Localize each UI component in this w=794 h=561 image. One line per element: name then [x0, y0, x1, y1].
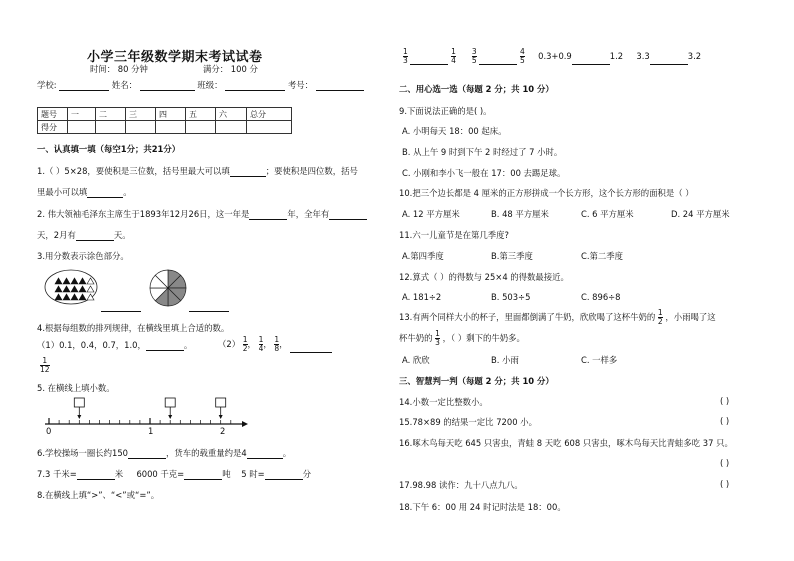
question-11: 11.六一儿童节是在第几季度? — [399, 230, 509, 240]
score-header-cell: 一 — [68, 108, 96, 121]
q13-text-a: 13.有两个同样大小的杯子，里面都倒满了牛奶，欣欣喝了这杯牛奶的 — [399, 312, 656, 322]
triangle-shape — [55, 294, 62, 300]
triangles-group — [55, 278, 94, 300]
score-cell[interactable] — [216, 121, 247, 134]
cmp-frac-1: $\frac{1}{3}$ — [403, 47, 408, 65]
q4-2-sep: ， — [247, 339, 256, 349]
class-field[interactable] — [225, 81, 285, 91]
page-title: 小学三年级数学期末考试试卷 — [87, 50, 263, 65]
cmp-frac-3: $\frac{3}{5}$ — [471, 47, 477, 65]
q2-blank-2[interactable] — [329, 210, 367, 220]
q2-text-b: 年，全年有 — [287, 209, 330, 219]
q9-option-c[interactable]: C. 小刚和李小飞一般在 17：00 去踢足球。 — [402, 168, 566, 178]
q1-text-a: 1.（ ）5×28，要使积是三位数，括号里最大可以填 — [37, 166, 230, 176]
cmp-expr-2b: 3.2 — [687, 51, 702, 61]
q2-text-c: 天，2月有 — [37, 230, 76, 240]
score-cell[interactable] — [126, 121, 156, 134]
score-header-cell: 六 — [216, 108, 247, 121]
question-12: 12.算式（ ）的得数与 25×4 的得数最接近。 — [399, 272, 569, 282]
class-label: 班级： — [197, 80, 223, 90]
cmp-expr-2a: 3.3 — [636, 51, 650, 61]
q7-text-d: 吨 — [222, 469, 231, 479]
question-9: 9.下面说法正确的是( )。 — [399, 106, 492, 116]
q1-blank-2[interactable] — [87, 188, 123, 198]
triangle-shape — [79, 294, 86, 300]
triangle-shape — [55, 278, 62, 284]
question-6 — [37, 447, 291, 459]
q7-text-c: 6000 千克= — [136, 469, 185, 479]
score-header-cell: 二 — [96, 108, 126, 121]
triangles-figure — [43, 268, 103, 308]
q13-option-c[interactable]: C. 一样多 — [581, 355, 618, 365]
q4-2-sep: ， — [279, 339, 288, 349]
triangle-shape — [79, 278, 86, 284]
q4-1-sequence: （1）0.1，0.4，0.7，1.0， — [37, 340, 146, 350]
question-5: 5. 在横线上填小数。 — [37, 383, 115, 393]
number-line-tick-1: 1 — [148, 426, 154, 436]
q6-blank-2[interactable] — [247, 449, 283, 459]
name-label: 姓名： — [111, 80, 138, 90]
q7-blank-2[interactable] — [184, 470, 222, 480]
q1-blank-1[interactable] — [230, 167, 266, 177]
question-4-1 — [37, 339, 192, 351]
question-13-line2 — [399, 330, 525, 347]
cmp-frac-4: $\frac{4}{5}$ — [520, 47, 525, 65]
q4-2-sep: ， — [263, 339, 272, 349]
school-field[interactable] — [59, 81, 109, 91]
q2-blank-3[interactable] — [76, 231, 114, 241]
triangle-shape — [55, 286, 62, 292]
triangle-shape — [71, 278, 78, 284]
exam-no-label: 考号： — [287, 80, 313, 90]
triangle-shape — [63, 286, 70, 292]
time-unit: 分钟 — [131, 64, 148, 74]
question-2-line2 — [37, 229, 131, 241]
q10-option-d[interactable]: D. 24 平方厘米 — [671, 209, 730, 219]
q4-2-label: （2） — [218, 339, 241, 349]
q3-blank-1[interactable] — [101, 302, 141, 312]
score-cell[interactable] — [186, 121, 216, 134]
q4-2-frac-3: $\frac{1}{8}$ — [274, 335, 280, 353]
number-line-pointer-head — [168, 415, 172, 419]
full-score-unit: 分 — [249, 64, 258, 74]
time-value: 80 — [117, 64, 129, 74]
number-line-tick-0: 0 — [46, 426, 52, 436]
q15-answer-paren[interactable]: ( ) — [720, 416, 730, 426]
triangle-shape — [71, 294, 78, 300]
q1-text-c: 里最小可以填 — [37, 187, 88, 197]
cmp-frac-2: $\frac{1}{4}$ — [451, 47, 456, 65]
score-header-cell: 四 — [156, 108, 186, 121]
score-row-label: 得分 — [38, 121, 68, 134]
q3-blank-2[interactable] — [189, 302, 229, 312]
q7-text-e: 5 时= — [241, 469, 265, 479]
q7-blank-1[interactable] — [77, 470, 115, 480]
number-line-pointer-head — [77, 415, 81, 419]
q1-text-d: 。 — [123, 187, 132, 197]
score-cell[interactable] — [96, 121, 126, 134]
triangle-shape — [63, 294, 70, 300]
number-line — [37, 396, 247, 436]
q12-option-a[interactable]: A. 181÷2 — [402, 292, 442, 302]
cmp-blank-4[interactable] — [650, 55, 688, 65]
question-10: 10.把三个边长都是 4 厘米的正方形拼成一个长方形，这个长方形的面积是（ ） — [399, 188, 694, 198]
q17-answer-paren[interactable]: ( ) — [720, 479, 730, 489]
q14-answer-paren[interactable]: ( ) — [720, 396, 730, 406]
number-line-pointer-head — [219, 415, 223, 419]
question-1-line2 — [37, 186, 132, 198]
triangle-shape — [71, 286, 78, 292]
question-15: 15.78×89 的结果一定比 7200 小。 — [399, 417, 537, 427]
full-score-label: 满分： — [203, 64, 229, 74]
q12-option-c[interactable]: C. 896÷8 — [581, 292, 621, 302]
q4-2-frac-4: $\frac{1}{12}$ — [40, 356, 50, 374]
score-header-cell: 三 — [126, 108, 156, 121]
q10-option-b[interactable]: B. 48 平方厘米 — [491, 209, 549, 219]
number-line-answer-box-c — [216, 398, 226, 407]
name-field[interactable] — [140, 81, 195, 91]
score-header-cell: 总分 — [247, 108, 292, 121]
score-cell[interactable] — [247, 121, 292, 134]
q16-answer-paren[interactable]: ( ) — [720, 458, 730, 468]
score-cell[interactable] — [68, 121, 96, 134]
q11-option-b[interactable]: B.第三季度 — [491, 251, 533, 261]
q13-text-b: ，小雨喝了这 — [665, 312, 716, 322]
triangle-shape — [87, 286, 94, 292]
number-line-answer-box-a — [74, 398, 84, 407]
question-2-line1 — [37, 208, 367, 220]
q4-2-frac-1: $\frac{1}{2}$ — [242, 335, 248, 353]
question-8: 8.在横线上填“>”、“<”或“=”。 — [37, 490, 160, 500]
q4-2-blank[interactable] — [290, 343, 332, 353]
q11-option-c[interactable]: C.第二季度 — [581, 251, 624, 261]
q6-text-c: 。 — [282, 448, 292, 458]
score-header-cell: 五 — [186, 108, 216, 121]
q13-text-d: ，（ ）剩下的牛奶多。 — [442, 333, 525, 343]
q13-frac-third: $\frac{1}{3}$ — [435, 329, 440, 347]
triangle-shape — [63, 278, 70, 284]
cmp-blank-1[interactable] — [410, 55, 448, 65]
question-16: 16.啄木鸟每天吃 645 只害虫，青蛙 8 天吃 608 只害虫，啄木鸟每天比青蛙多吃 37 只。 — [399, 438, 733, 448]
q4-2-frac-4-wrap — [40, 357, 50, 374]
pie-slices — [150, 270, 186, 306]
q6-blank-1[interactable] — [128, 449, 166, 459]
q7-blank-3[interactable] — [265, 470, 303, 480]
q2-text-a: 2. 伟大领袖毛泽东主席生于1893年12月26日，这一年是 — [37, 209, 250, 219]
exam-time — [90, 63, 148, 75]
number-line-answer-box-b — [165, 398, 175, 407]
q11-option-a[interactable]: A.第四季度 — [402, 251, 444, 261]
q7-text-a: 7.3 千米= — [37, 469, 77, 479]
student-info-line — [37, 79, 364, 91]
q13-text-c: 杯牛奶的 — [399, 333, 433, 343]
exam-no-field[interactable] — [316, 81, 364, 91]
cmp-expr-1a: 0.3+0.9 — [538, 51, 572, 61]
number-line-arrow — [242, 421, 248, 427]
q4-2-frac-2: $\frac{1}{4}$ — [258, 335, 264, 353]
score-table-score-row — [38, 121, 292, 134]
score-table-header-row — [38, 108, 292, 121]
number-line-marks — [45, 398, 248, 427]
number-line-tick-2: 2 — [220, 426, 226, 436]
q4-1-blank[interactable] — [146, 341, 184, 351]
cmp-blank-3[interactable] — [572, 55, 610, 65]
q10-option-a[interactable]: A. 12 平方厘米 — [402, 209, 460, 219]
triangle-shape — [87, 294, 94, 300]
question-13-line1 — [399, 309, 716, 326]
q7-text-b: 米 — [114, 469, 124, 479]
question-7 — [37, 468, 311, 480]
triangle-shape — [87, 278, 94, 284]
q12-option-b[interactable]: B. 503÷5 — [491, 292, 531, 302]
q9-option-a[interactable]: A. 小明每天 18：00 起床。 — [402, 126, 507, 136]
q13-option-b[interactable]: B. 小雨 — [491, 355, 519, 365]
question-3: 3.用分数表示涂色部分。 — [37, 251, 129, 261]
q6-text-b: ，货车的载重量约是4 — [165, 448, 247, 458]
q6-text-a: 6.学校操场一圈长约150 — [37, 448, 128, 458]
score-header-cell: 题号 — [38, 108, 68, 121]
question-4-2 — [218, 336, 332, 353]
section2-heading: 二、用心选一选（每题 2 分；共 10 分） — [399, 84, 554, 94]
school-label: 学校: — [37, 80, 57, 90]
q2-text-d: 天。 — [113, 230, 131, 240]
time-label: 时间： — [90, 64, 116, 74]
q13-frac-half: $\frac{1}{2}$ — [657, 308, 663, 326]
comparison-row — [403, 48, 701, 65]
cmp-blank-2[interactable] — [479, 55, 517, 65]
score-cell[interactable] — [156, 121, 186, 134]
q10-option-c[interactable]: C. 6 平方厘米 — [581, 209, 634, 219]
section1-heading: 一、认真填一填（每空1分；共21分） — [37, 144, 181, 154]
question-14: 14.小数一定比整数小。 — [399, 397, 488, 407]
section3-heading: 三、智慧判一判（每题 2 分；共 10 分） — [399, 376, 554, 386]
q2-blank-1[interactable] — [249, 210, 287, 220]
q7-text-f: 分 — [302, 469, 311, 479]
score-table — [37, 107, 292, 134]
question-18: 18.下午 6：00 用 24 时记时法是 18：00。 — [399, 502, 566, 512]
triangle-shape — [79, 286, 86, 292]
cmp-expr-1b: 1.2 — [609, 51, 624, 61]
exam-full-score — [203, 63, 258, 75]
pie-figure — [148, 268, 188, 308]
question-17: 17.98.98 读作：九十八点九八。 — [399, 480, 523, 490]
q9-option-b[interactable]: B. 从上午 9 时到下午 2 时经过了 7 小时。 — [402, 147, 563, 157]
q4-1-end: 。 — [183, 340, 193, 350]
question-1-line1 — [37, 165, 358, 177]
q13-option-a[interactable]: A. 欣欣 — [402, 355, 430, 365]
question-4: 4.根据每组数的排列规律，在横线里填上合适的数。 — [37, 323, 230, 333]
full-score-value: 100 — [230, 64, 247, 74]
q1-text-b: ；要使积是四位数，括号 — [265, 166, 358, 176]
